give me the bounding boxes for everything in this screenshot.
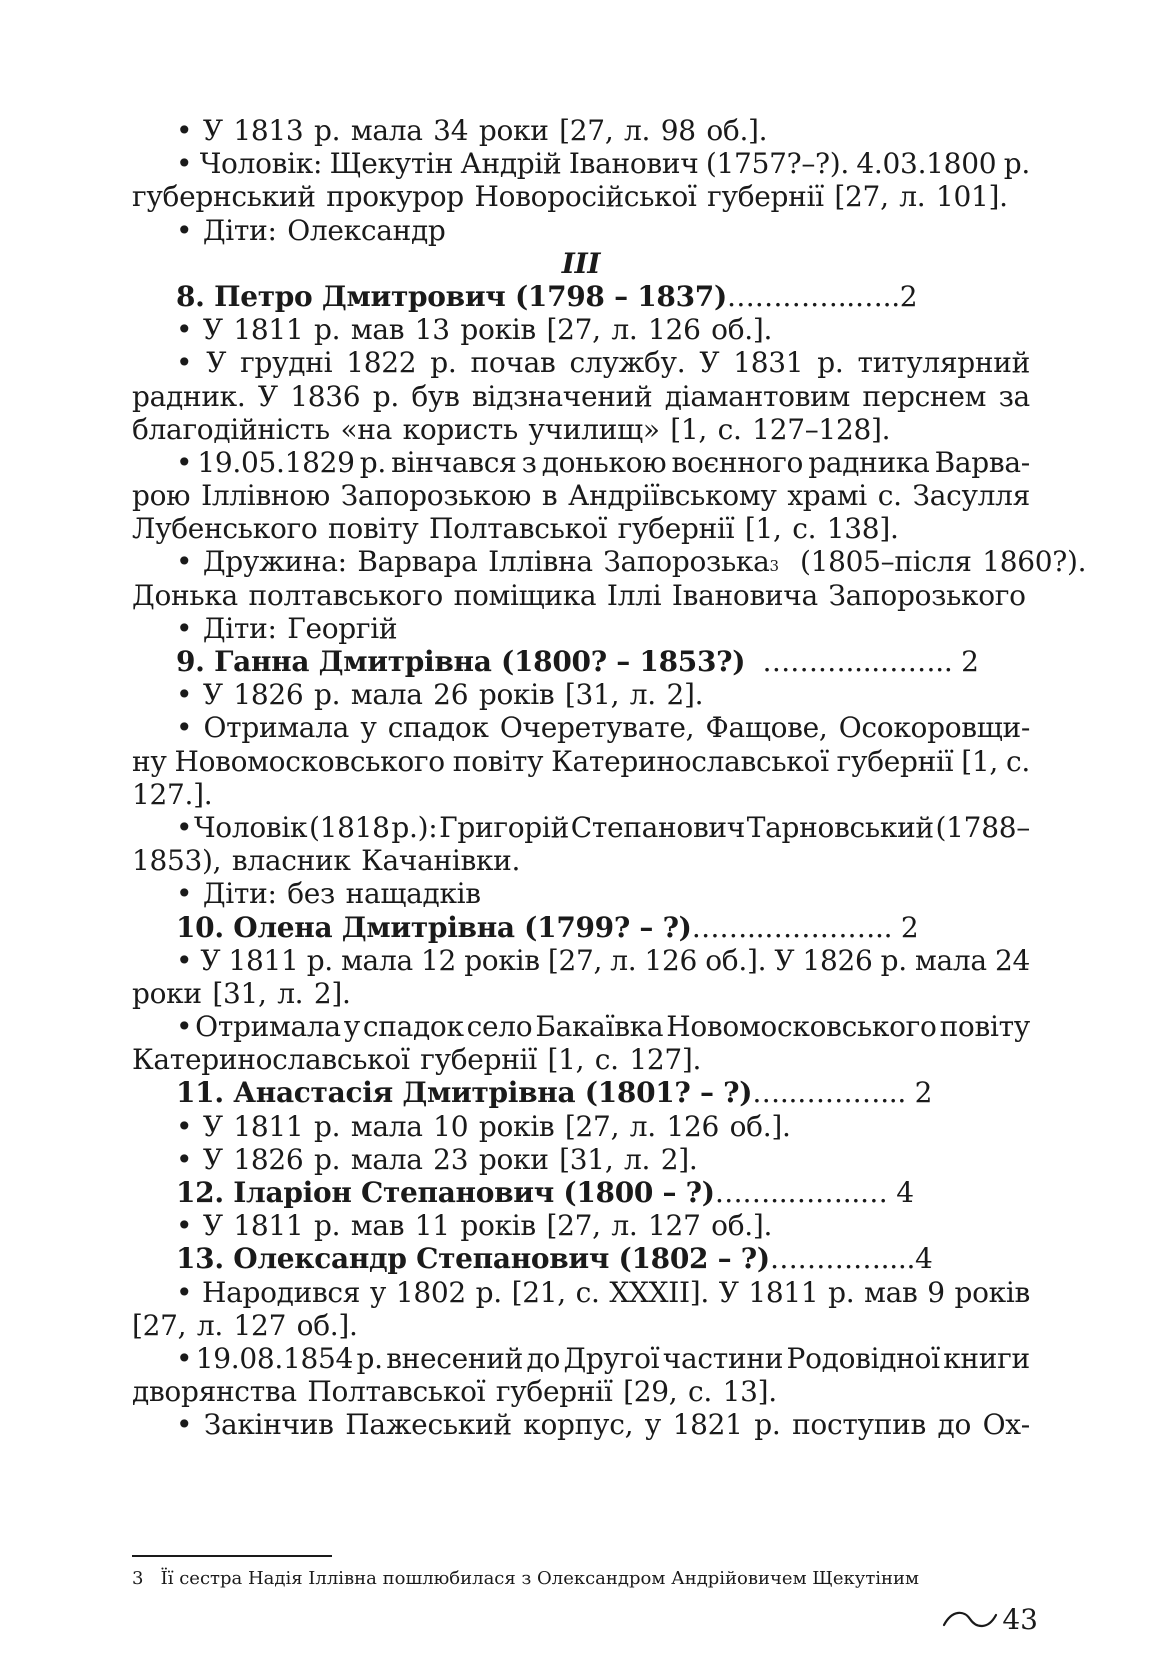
word: р. [880, 943, 907, 977]
word: Очеретувате, [499, 711, 695, 745]
text-line [132, 446, 1030, 479]
word: л. [610, 943, 637, 977]
entry-heading [132, 1242, 1030, 1275]
word: Щекутін [329, 147, 454, 181]
word: повіту [939, 1010, 1030, 1044]
text-line [132, 1010, 1030, 1043]
word: р. [372, 379, 399, 413]
word: Родовідної [786, 1341, 940, 1375]
text-line: • У 1826 р. мала 23 роки [31, л. 2]. [176, 1142, 698, 1176]
text-line: [27, л. 127 об.]. [132, 1308, 358, 1342]
body-text [132, 114, 1087, 1442]
text-line: • У 1811 р. мала 10 років [27, л. 126 об.]. [176, 1109, 791, 1143]
text-line: • У 1826 р. мала 26 років [31, л. 2]. [176, 678, 704, 712]
word: Варва- [934, 445, 1030, 479]
word: • [176, 1275, 193, 1309]
word: Осокоровщи- [838, 711, 1030, 745]
word: Степанович [570, 810, 746, 844]
word: с. [575, 1275, 600, 1309]
word: р. [817, 346, 844, 380]
word: спадок [362, 1010, 464, 1044]
text-line: Донька полтавського поміщика Іллі Івановича Запорозького [132, 578, 1026, 612]
text-line: • У 1813 р. мала 34 роки [27, л. 98 об.]. [176, 114, 768, 147]
entry-ref: ……..………….. 2 [691, 910, 919, 944]
word: 1811 [228, 943, 299, 977]
word: 1811 [748, 1275, 819, 1309]
word: Народився [201, 1275, 361, 1309]
word: 1836 [290, 379, 361, 413]
text-line: • Діти: Георгій [176, 611, 398, 645]
word: • [176, 445, 193, 479]
word: грудні [240, 346, 333, 380]
word: [1, [961, 744, 999, 778]
word: Іванович [568, 147, 699, 181]
word: с. [1005, 744, 1030, 778]
word: 1826 [802, 943, 873, 977]
word: діамантовим [664, 379, 850, 413]
word: Пажеський [345, 1408, 512, 1442]
word: у [644, 1408, 661, 1442]
word: у [360, 711, 377, 745]
word: ну [132, 744, 167, 778]
text-line: 1853), власник Качанівки. [132, 844, 521, 878]
entry-heading [132, 911, 1030, 944]
text-line [132, 711, 1030, 744]
word: Тарновський [746, 810, 934, 844]
word: р. [430, 346, 457, 380]
entry-heading [132, 1076, 1030, 1109]
word: • [176, 943, 193, 977]
word: Бакаївка [535, 1010, 664, 1044]
word: 1821 [672, 1408, 743, 1442]
word: Засулля [912, 479, 1030, 513]
word: мала [341, 943, 413, 977]
word: Іллівною [201, 479, 330, 513]
text-line: • Дружина: Варвара Іллівна Запорозька 3 (1805–після 1860?). [176, 545, 1087, 579]
word: Запорозькою [340, 479, 532, 513]
word: у [343, 1010, 360, 1044]
text-line [132, 346, 1030, 379]
word: частини [662, 1341, 784, 1375]
text-line [132, 147, 1030, 180]
footnote-number: 3 [132, 1568, 144, 1589]
word: (1757?–?). [705, 147, 849, 181]
word: радник. [132, 379, 246, 413]
word: храмі [787, 479, 867, 513]
word: воєнного [671, 445, 804, 479]
footnote-text: Її сестра Надія Іллівна пошлюбилася з Олександром Андрійовичем Щекутіним [160, 1568, 920, 1589]
word: Другої [563, 1341, 660, 1375]
word: р. [1003, 147, 1030, 181]
word: • [176, 711, 193, 745]
word: р. [359, 445, 387, 479]
word: внесений [386, 1341, 524, 1375]
word: Андрій [460, 147, 562, 181]
word: • [176, 346, 193, 380]
word: почав [470, 346, 556, 380]
word: • [176, 147, 193, 181]
word: с. [877, 479, 902, 513]
word: (1818 [308, 810, 390, 844]
entry-heading [132, 645, 1030, 678]
text-line: • Діти: без нащадків [176, 877, 481, 911]
word: з [521, 445, 537, 479]
text-line [132, 811, 1030, 844]
entry-ref: …..………... 2 [752, 1076, 933, 1110]
footnote [132, 1568, 1032, 1590]
word: XXXII]. [609, 1275, 709, 1309]
word: Отримала [203, 711, 350, 745]
entry-ref: ……..……..… 4 [714, 1176, 914, 1209]
text-line: Катеринославської губернії [1, с. 127]. [132, 1043, 702, 1077]
word: Фащове, [705, 711, 828, 745]
word: р. [306, 943, 333, 977]
word: мав [864, 1275, 918, 1309]
entry-name: 9. Ганна Дмитрівна (1800? – 1853?) [176, 645, 746, 678]
word: Чоловік: [199, 147, 323, 181]
text-line: 127.]. [132, 777, 213, 811]
word: поступив [792, 1408, 926, 1442]
text-line: Лубенського повіту Полтавської губернії [1, с. 138]. [132, 512, 899, 546]
word: у [369, 1275, 387, 1309]
word: Закінчив [203, 1408, 334, 1442]
entry-name: 8. Петро Дмитрович (1798 – 1837) [176, 279, 727, 313]
text-run: (1805–після 1860?). [778, 545, 1087, 579]
entry-heading [132, 280, 1030, 313]
word: років [954, 1275, 1030, 1309]
word: губернії [836, 744, 954, 778]
word: (1788– [935, 810, 1030, 844]
word: Чоловік [193, 810, 308, 844]
word: • [176, 1010, 193, 1044]
word: донькою [541, 445, 667, 479]
word: У [200, 943, 221, 977]
text-line: • У 1811 р. мав 13 років [27, л. 126 об.]. [176, 313, 773, 347]
word: село [466, 1010, 533, 1044]
word: 126 [644, 943, 698, 977]
word: Григорій [439, 810, 569, 844]
word: р. [754, 1408, 781, 1442]
word: р. [475, 1275, 502, 1309]
text-line: • Діти: Олександр [176, 213, 446, 247]
word: У [699, 346, 720, 380]
word: років [464, 943, 540, 977]
word: титулярний [857, 346, 1030, 380]
word: Отримала [195, 1010, 341, 1044]
footnote-divider [132, 1555, 332, 1557]
word: 4.03.1800 [856, 147, 997, 181]
word: повіту [452, 744, 544, 778]
word: до [526, 1341, 560, 1375]
word: [27, [547, 943, 603, 977]
word: 9 [927, 1275, 945, 1309]
word: до [937, 1408, 972, 1442]
text-line [132, 944, 1030, 977]
word: 12 [421, 943, 457, 977]
entry-name: 12. Іларіон Степанович (1800 – ?) [176, 1176, 715, 1209]
word: 19.05.1829 [197, 445, 355, 479]
word: спадок [387, 711, 489, 745]
word: У [774, 943, 795, 977]
word: 19.08.1854 [195, 1341, 354, 1375]
text-line: благодійність «на користь училищ» [1, с. 127–128]. [132, 412, 891, 446]
text-line [132, 479, 1030, 512]
word: У [257, 379, 278, 413]
word: • [176, 1408, 193, 1442]
word: р. [356, 1341, 383, 1375]
entry-name: 13. Олександр Степанович (1802 – ?) [176, 1242, 770, 1276]
word: Ох- [982, 1408, 1030, 1442]
entry-ref: ………....…….. 2 [745, 645, 979, 678]
word: мала [915, 943, 987, 977]
word: був [411, 379, 460, 413]
text-line [132, 380, 1030, 413]
word: • [176, 1341, 193, 1375]
text-line: дворянства Полтавської губернії [29, с. 13]. [132, 1375, 777, 1409]
word: Катеринославської [551, 744, 829, 778]
word: вінчався [391, 445, 517, 479]
word: за [998, 379, 1030, 413]
word: р.): [391, 810, 438, 844]
text-line [132, 1342, 1030, 1375]
word: корпус, [523, 1408, 634, 1442]
word: Новомосковського [666, 1010, 937, 1044]
word: 1822 [346, 346, 417, 380]
word: 24 [994, 943, 1030, 977]
word: об.]. [705, 943, 767, 977]
word: У [718, 1275, 739, 1309]
text-line [132, 1408, 1030, 1441]
entry-name: 10. Олена Дмитрівна (1799? – ?) [176, 910, 692, 944]
entry-ref: …………..…..2 [726, 279, 918, 313]
tilde-swash-icon [942, 1606, 998, 1632]
word: радника [808, 445, 930, 479]
word: службу. [569, 346, 686, 380]
word: рою [132, 479, 191, 513]
word: 1802 [395, 1275, 466, 1309]
word: перснем [862, 379, 987, 413]
section-number: ІІІ [561, 246, 601, 280]
entry-heading [132, 1176, 1030, 1209]
text-line: • У 1811 р. мав 11 років [27, л. 127 об.]. [176, 1209, 773, 1243]
page-number: 43 [1002, 1602, 1038, 1636]
word: [21, [511, 1275, 566, 1309]
text-line [132, 745, 1030, 778]
word: • [176, 810, 193, 844]
text-line [132, 1276, 1030, 1309]
word: книги [943, 1341, 1030, 1375]
entry-ref: …………....4 [769, 1242, 933, 1276]
entry-name: 11. Анастасія Дмитрівна (1801? – ?) [176, 1076, 753, 1110]
text-run: • Дружина: Варвара Іллівна Запорозька [176, 545, 770, 579]
word: 1831 [733, 346, 804, 380]
word: Андріївському [568, 479, 777, 513]
word: відзначений [471, 379, 653, 413]
word: Новомосковського [174, 744, 445, 778]
word: в [541, 479, 558, 513]
text-line: губернський прокурор Новоросійської губернії [27, л. 101]. [132, 180, 1008, 214]
word: р. [828, 1275, 855, 1309]
text-line: роки [31, л. 2]. [132, 976, 351, 1010]
word: У [206, 346, 227, 380]
page-folio [942, 1599, 1038, 1639]
